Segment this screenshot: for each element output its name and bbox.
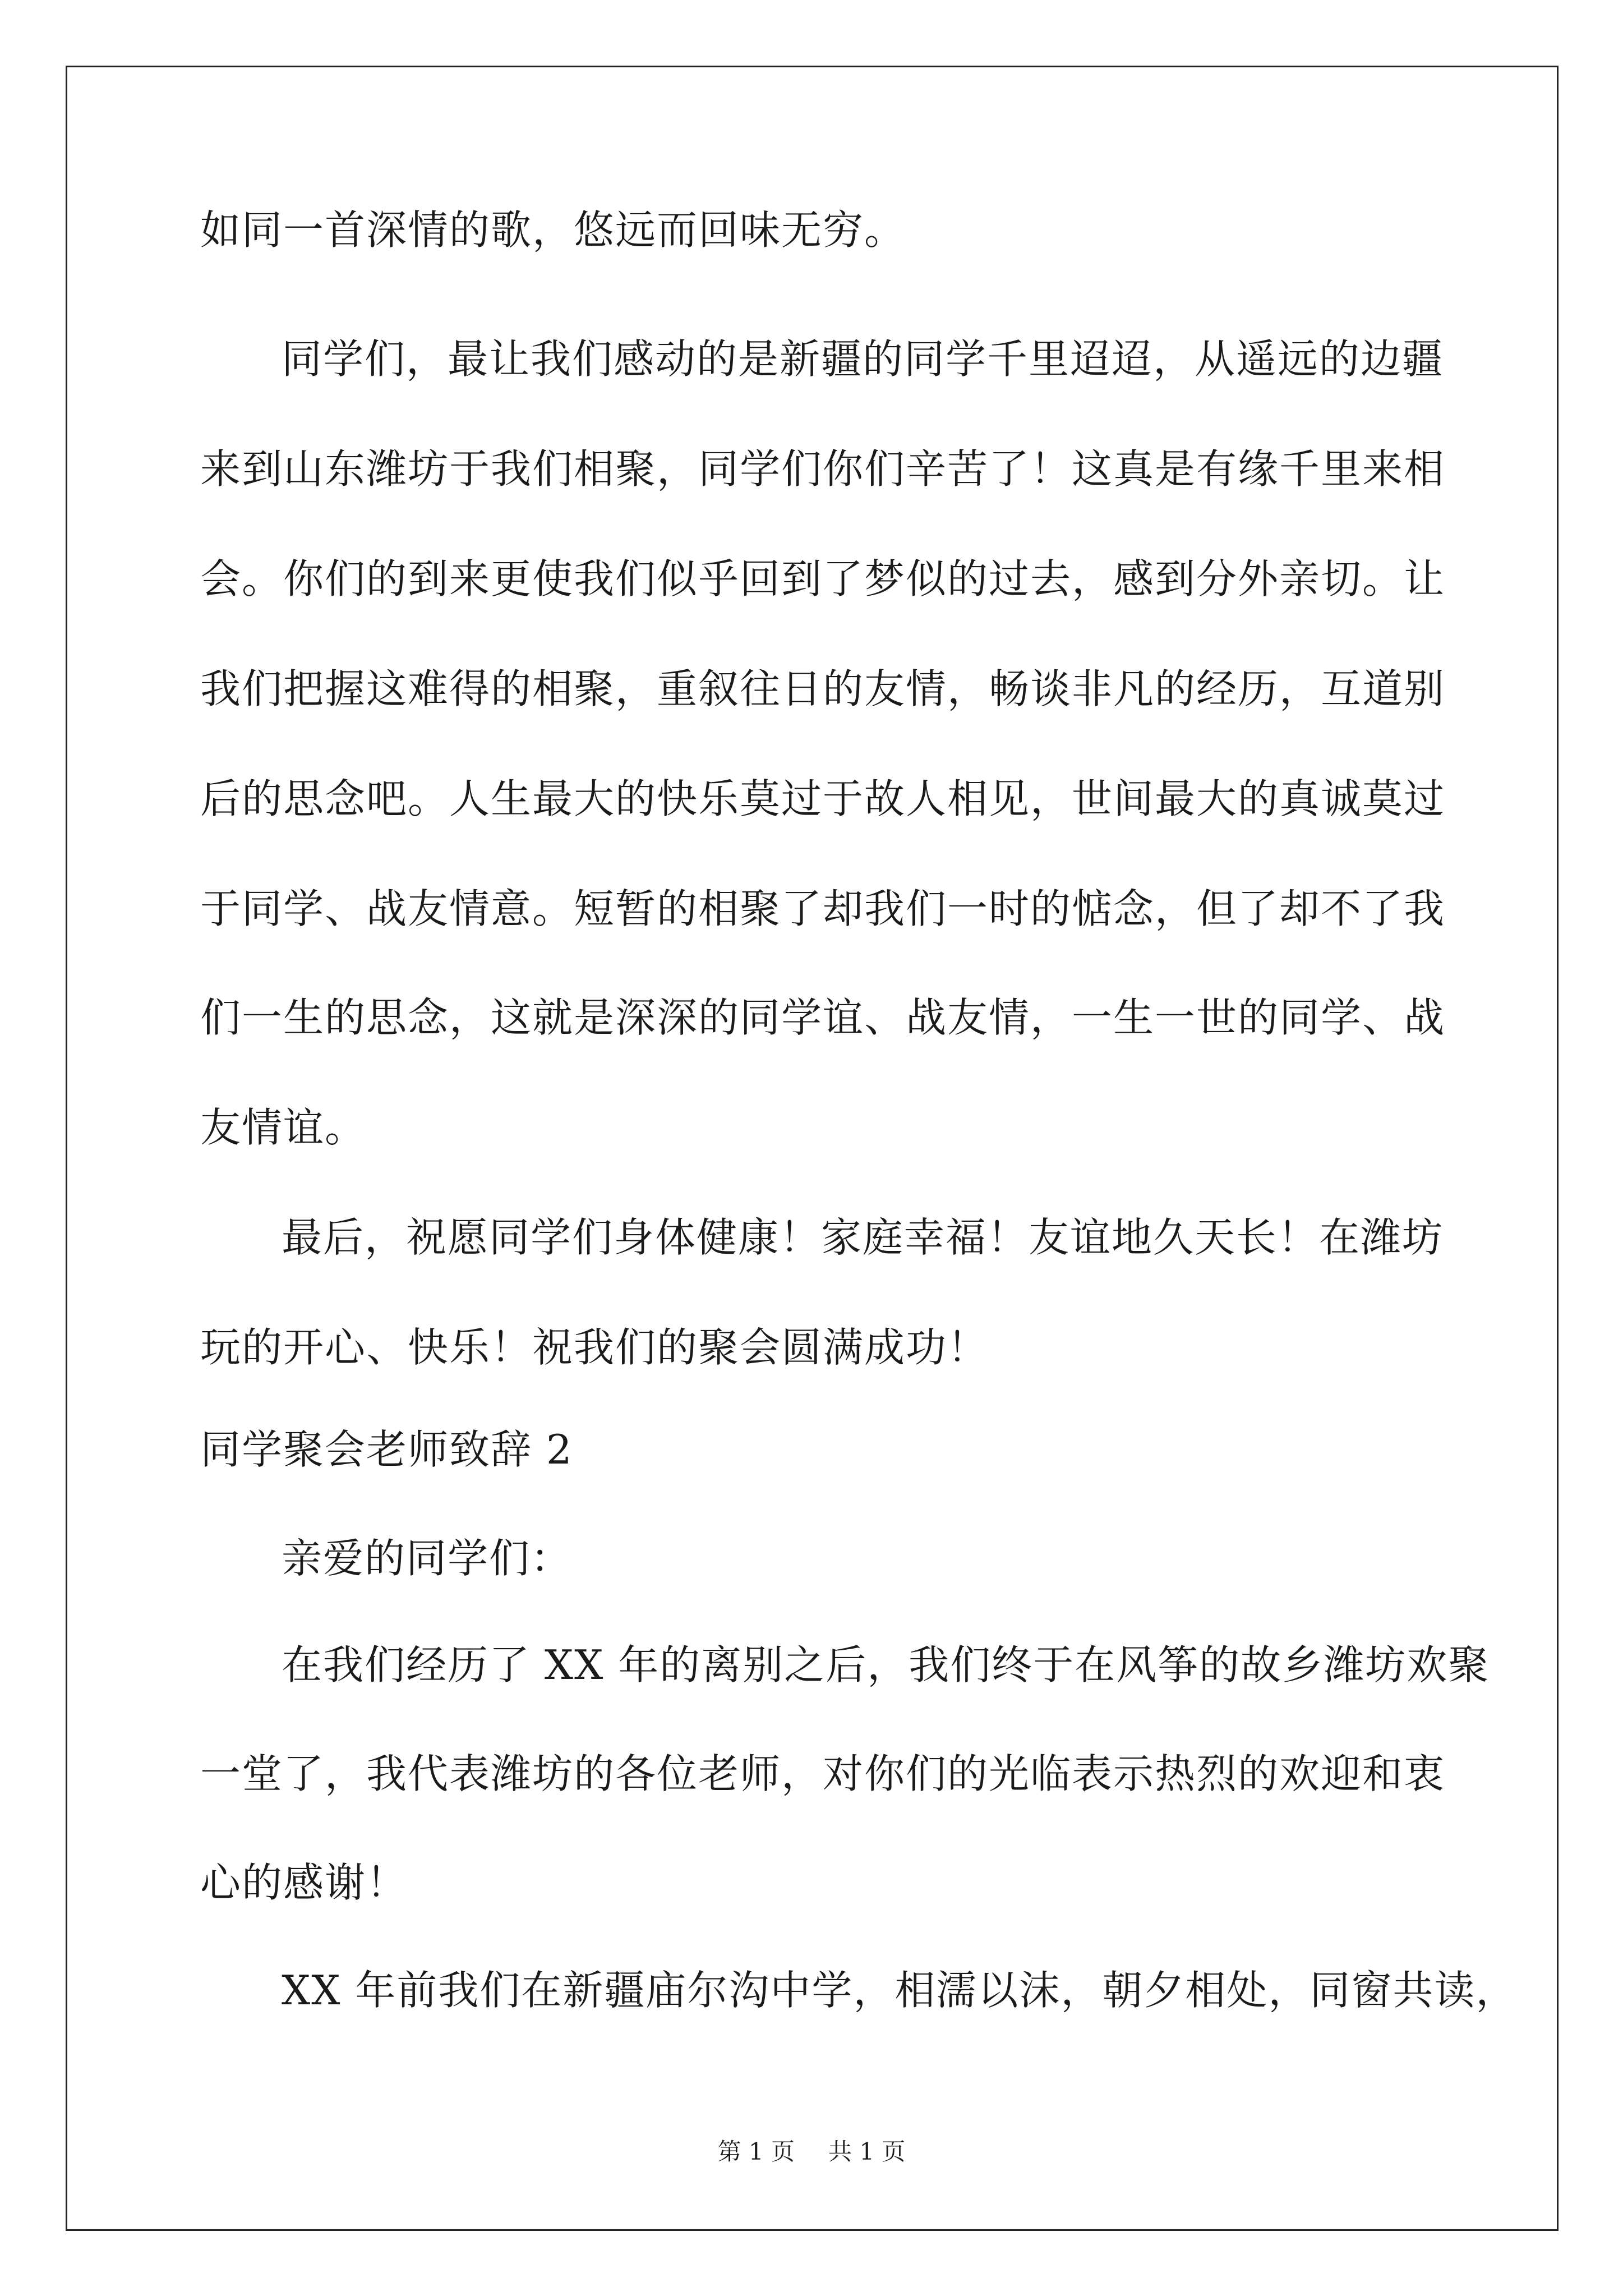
salutation: 亲爱的同学们：: [282, 1535, 573, 1582]
paragraph-first-line: 最后，祝愿同学们身体健康！家庭幸福！友谊地久天长！在潍坊: [282, 1214, 1444, 1261]
paragraph-first-line: 在我们经历了 XX 年的离别之后，我们终于在风筝的故乡潍坊欢聚: [282, 1641, 1490, 1688]
text-line: 一堂了，我代表潍坊的各位老师，对你们的光临表示热烈的欢迎和衷: [200, 1750, 1446, 1797]
text-line: 友情谊。: [200, 1104, 367, 1151]
text-line: 心的感谢！: [200, 1859, 408, 1906]
paragraph-first-line: 同学们，最让我们感动的是新疆的同学千里迢迢，从遥远的边疆: [282, 335, 1444, 383]
text-line: 们一生的思念，这就是深深的同学谊、战友情，一生一世的同学、战: [200, 994, 1446, 1041]
paragraph-first-line: XX 年前我们在新疆庙尔沟中学，相濡以沫，朝夕相处，同窗共读，: [282, 1967, 1518, 2014]
text-line: 来到山东潍坊于我们相聚，同学们你们辛苦了！这真是有缘千里来相: [200, 445, 1446, 493]
text-line: 会。你们的到来更使我们似乎回到了梦似的过去，感到分外亲切。让: [200, 555, 1446, 602]
text-line: 于同学、战友情意。短暂的相聚了却我们一时的惦念，但了却不了我: [200, 885, 1446, 932]
page-total: 共 1 页: [828, 2138, 906, 2165]
text-line: 后的思念吧。人生最大的快乐莫过于故人相见，世间最大的真诚莫过: [200, 775, 1446, 822]
text-line: 我们把握这难得的相聚，重叙往日的友情，畅谈非凡的经历，互道别: [200, 665, 1446, 712]
page-footer: [0, 2136, 1623, 2168]
page-number: 第 1 页: [717, 2138, 795, 2165]
section-heading: 同学聚会老师致辞 2: [200, 1426, 573, 1473]
text-line: 玩的开心、快乐！祝我们的聚会圆满成功！: [200, 1324, 989, 1371]
text-line: 如同一首深情的歌，悠远而回味无穷。: [200, 206, 906, 254]
